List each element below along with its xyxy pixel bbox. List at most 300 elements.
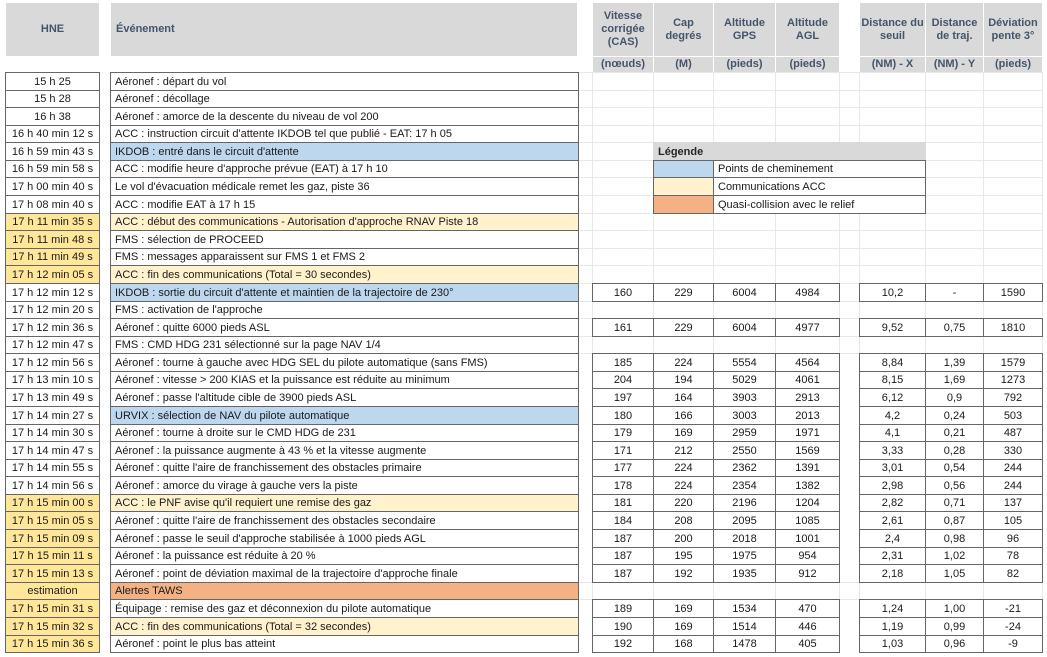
grid-cell [839, 230, 860, 249]
grid-cell [925, 336, 984, 354]
grid-cell [713, 125, 776, 143]
value-cell: 1569 [775, 441, 840, 460]
time-cell: 17 h 08 min 40 s [5, 195, 100, 214]
value-cell: 2913 [775, 388, 840, 407]
value-cell: 1,19 [859, 617, 926, 636]
grid-cell [859, 213, 926, 231]
grid-cell [775, 125, 840, 143]
value-cell: 169 [653, 424, 714, 442]
time-cell: 17 h 11 min 35 s [5, 213, 100, 231]
value-cell: 6,12 [859, 388, 926, 407]
event-cell: Le vol d'évacuation médicale remet les gaz, piste 36 [110, 177, 579, 196]
value-cell: 0,99 [925, 617, 984, 636]
time-cell: 17 h 15 min 13 s [5, 564, 100, 583]
event-cell: Aéronef : la puissance est réduite à 20 % [110, 547, 579, 565]
event-cell: Aéronef : tourne à droite sur le CMD HDG de 231 [110, 424, 579, 442]
time-cell: 17 h 15 min 09 s [5, 529, 100, 548]
value-cell: 4984 [775, 283, 840, 302]
grid-cell [592, 160, 654, 178]
value-cell: 1971 [775, 424, 840, 442]
grid-cell [983, 248, 1043, 266]
value-cell: 8,84 [859, 353, 926, 372]
value-cell: 2959 [713, 424, 776, 442]
time-cell: 17 h 14 min 30 s [5, 424, 100, 442]
value-cell: 187 [592, 529, 654, 548]
grid-cell [592, 213, 654, 231]
value-cell: 1391 [775, 459, 840, 477]
grid-cell [839, 90, 860, 108]
grid-cell [775, 230, 840, 249]
grid-cell [592, 301, 654, 319]
value-cell: 171 [592, 441, 654, 460]
time-cell: 17 h 13 min 10 s [5, 371, 100, 389]
value-cell: 105 [983, 511, 1043, 530]
value-cell: 224 [653, 459, 714, 477]
grid-cell [925, 582, 984, 600]
value-cell: 0,54 [925, 459, 984, 477]
grid-cell [592, 90, 654, 108]
time-cell: 17 h 14 min 47 s [5, 441, 100, 460]
value-cell: 179 [592, 424, 654, 442]
grid-cell [859, 301, 926, 319]
value-cell: 244 [983, 459, 1043, 477]
col-header-deviation-pente: Déviation pente 3° [984, 3, 1042, 56]
event-cell: IKDOB : entré dans le circuit d'attente [110, 142, 579, 161]
col-header-hne: HNE [6, 3, 99, 56]
time-cell: 17 h 14 min 55 s [5, 459, 100, 477]
value-cell: 954 [775, 547, 840, 565]
grid-cell [859, 230, 926, 249]
event-cell: ACC : début des communications - Autorisation d'approche RNAV Piste 18 [110, 213, 579, 231]
value-cell: 137 [983, 494, 1043, 512]
col-header-evenement: Événement [111, 3, 577, 56]
value-cell: 1935 [713, 564, 776, 583]
grid-cell [578, 230, 593, 249]
grid-cell [713, 90, 776, 108]
value-cell: 200 [653, 529, 714, 548]
grid-cell [592, 582, 654, 600]
event-cell: ACC : fin des communications (Total = 32 secondes) [110, 617, 579, 636]
grid-cell [578, 125, 593, 143]
grid-cell [839, 248, 860, 266]
grid-cell [653, 582, 714, 600]
value-cell: 194 [653, 371, 714, 389]
value-cell: 161 [592, 318, 654, 337]
col-header-distance-traj: Distance de traj. [926, 3, 983, 56]
value-cell: 212 [653, 441, 714, 460]
time-cell: 17 h 13 min 49 s [5, 388, 100, 407]
grid-cell [578, 72, 593, 91]
grid-cell [839, 301, 860, 319]
legend-swatch-taws [653, 195, 714, 214]
grid-cell [653, 125, 714, 143]
value-cell: 164 [653, 388, 714, 407]
grid-cell [592, 107, 654, 126]
event-cell: URVIX : sélection de NAV du pilote automatique [110, 406, 579, 425]
grid-cell [592, 142, 654, 161]
grid-cell [925, 265, 984, 284]
time-cell: 17 h 15 min 11 s [5, 547, 100, 565]
event-cell: ACC : fin des communications (Total = 30 secondes) [110, 265, 579, 284]
value-cell: 3,33 [859, 441, 926, 460]
value-cell: 180 [592, 406, 654, 425]
grid-cell [592, 248, 654, 266]
value-cell: 6004 [713, 283, 776, 302]
grid-cell [775, 301, 840, 319]
time-cell: 17 h 15 min 36 s [5, 635, 100, 653]
grid-cell [775, 265, 840, 284]
event-cell: Alertes TAWS [110, 582, 579, 600]
event-cell: FMS : activation de l'approche [110, 301, 579, 319]
value-cell: 1590 [983, 283, 1043, 302]
value-cell: 2550 [713, 441, 776, 460]
event-cell: Aéronef : amorce de la descente du niveau de vol 200 [110, 107, 579, 126]
value-cell: 2013 [775, 406, 840, 425]
value-cell: 185 [592, 353, 654, 372]
grid-cell [653, 90, 714, 108]
event-cell: Équipage : remise des gaz et déconnexion du pilote automatique [110, 599, 579, 618]
value-cell: 229 [653, 318, 714, 337]
col-header-vitesse-cas: Vitesse corrigée (CAS) [593, 3, 653, 56]
grid-cell [713, 72, 776, 91]
event-cell: ACC : instruction circuit d'attente IKDOB tel que publié - EAT: 17 h 05 [110, 125, 579, 143]
value-cell: 189 [592, 599, 654, 618]
value-cell: -9 [983, 635, 1043, 653]
time-cell: 17 h 14 min 27 s [5, 406, 100, 425]
time-cell: 17 h 11 min 49 s [5, 248, 100, 266]
value-cell: 1,05 [925, 564, 984, 583]
grid-cell [925, 213, 984, 231]
event-cell: FMS : messages apparaissent sur FMS 1 et FMS 2 [110, 248, 579, 266]
grid-cell [713, 248, 776, 266]
value-cell: 1382 [775, 476, 840, 495]
value-cell: 1810 [983, 318, 1043, 337]
value-cell: 912 [775, 564, 840, 583]
grid-cell [578, 195, 593, 214]
value-cell: 405 [775, 635, 840, 653]
legend-title: Légende [653, 142, 926, 161]
grid-cell [775, 72, 840, 91]
value-cell: 1579 [983, 353, 1043, 372]
event-cell: Aéronef : point de déviation maximal de la trajectoire d'approche finale [110, 564, 579, 583]
grid-cell [713, 265, 776, 284]
value-cell: 187 [592, 564, 654, 583]
value-cell: 166 [653, 406, 714, 425]
value-cell: 82 [983, 564, 1043, 583]
unit-pieds-gps: (pieds) [714, 57, 775, 72]
grid-cell [983, 301, 1043, 319]
value-cell: 3003 [713, 406, 776, 425]
value-cell: 1273 [983, 371, 1043, 389]
value-cell: 204 [592, 371, 654, 389]
grid-cell [925, 230, 984, 249]
value-cell: 4977 [775, 318, 840, 337]
time-cell: 16 h 38 [5, 107, 100, 126]
grid-cell [983, 230, 1043, 249]
value-cell: 224 [653, 353, 714, 372]
value-cell: 2,98 [859, 476, 926, 495]
grid-cell [925, 125, 984, 143]
value-cell: 190 [592, 617, 654, 636]
grid-cell [983, 160, 1043, 178]
grid-cell [592, 125, 654, 143]
grid-cell [713, 213, 776, 231]
grid-cell [775, 336, 840, 354]
value-cell: 487 [983, 424, 1043, 442]
grid-cell [578, 177, 593, 196]
event-cell: Aéronef : vitesse > 200 KIAS et la puissance est réduite au minimum [110, 371, 579, 389]
event-cell: IKDOB : sortie du circuit d'attente et maintien de la trajectoire de 230° [110, 283, 579, 302]
event-cell: Aéronef : la puissance augmente à 43 % et la vitesse augmente [110, 441, 579, 460]
grid-cell [775, 248, 840, 266]
value-cell: 1001 [775, 529, 840, 548]
value-cell: 208 [653, 511, 714, 530]
grid-cell [983, 336, 1043, 354]
grid-cell [578, 248, 593, 266]
value-cell: 0,71 [925, 494, 984, 512]
grid-cell [925, 195, 984, 214]
grid-cell [983, 195, 1043, 214]
grid-cell [983, 72, 1043, 91]
grid-cell [925, 107, 984, 126]
unit-m: (M) [654, 57, 713, 72]
grid-cell [983, 125, 1043, 143]
value-cell: 1,24 [859, 599, 926, 618]
grid-cell [859, 90, 926, 108]
value-cell: 0,98 [925, 529, 984, 548]
event-cell: ACC : modifie EAT à 17 h 15 [110, 195, 579, 214]
legend-label: Quasi-collision avec le relief [713, 195, 926, 214]
value-cell: 0,28 [925, 441, 984, 460]
grid-cell [713, 301, 776, 319]
grid-cell [592, 177, 654, 196]
time-cell: 17 h 12 min 12 s [5, 283, 100, 302]
grid-cell [592, 336, 654, 354]
value-cell: 169 [653, 599, 714, 618]
time-cell: 17 h 15 min 31 s [5, 599, 100, 618]
value-cell: 792 [983, 388, 1043, 407]
value-cell: 2,82 [859, 494, 926, 512]
value-cell: 192 [653, 564, 714, 583]
grid-cell [653, 248, 714, 266]
value-cell: 1975 [713, 547, 776, 565]
grid-cell [653, 107, 714, 126]
unit-nm-y: (NM) - Y [926, 57, 983, 72]
grid-cell [859, 125, 926, 143]
grid-cell [859, 582, 926, 600]
value-cell: 187 [592, 547, 654, 565]
grid-cell [839, 213, 860, 231]
value-cell: 2095 [713, 511, 776, 530]
grid-cell [925, 248, 984, 266]
grid-cell [713, 107, 776, 126]
value-cell: 1,03 [859, 635, 926, 653]
grid-cell [578, 160, 593, 178]
grid-cell [653, 72, 714, 91]
value-cell: 9,52 [859, 318, 926, 337]
value-cell: 0,56 [925, 476, 984, 495]
value-cell: 4,2 [859, 406, 926, 425]
time-cell: 17 h 12 min 20 s [5, 301, 100, 319]
grid-cell [839, 336, 860, 354]
grid-cell [983, 177, 1043, 196]
time-cell: 16 h 59 min 58 s [5, 160, 100, 178]
event-cell: Aéronef : départ du vol [110, 72, 579, 91]
grid-cell [839, 107, 860, 126]
value-cell: 169 [653, 617, 714, 636]
value-cell: 10,2 [859, 283, 926, 302]
event-cell: ACC : le PNF avise qu'il requiert une remise des gaz [110, 494, 579, 512]
legend-swatch-acc_comm [653, 177, 714, 196]
event-cell: Aéronef : décollage [110, 90, 579, 108]
value-cell: - [925, 283, 984, 302]
grid-cell [578, 336, 593, 354]
grid-cell [713, 230, 776, 249]
time-cell: 17 h 12 min 36 s [5, 318, 100, 337]
value-cell: 5029 [713, 371, 776, 389]
value-cell: 1534 [713, 599, 776, 618]
col-header-distance-seuil: Distance du seuil [860, 3, 925, 56]
legend-label: Communications ACC [713, 177, 926, 196]
value-cell: 0,21 [925, 424, 984, 442]
value-cell: 5554 [713, 353, 776, 372]
time-cell: 17 h 15 min 05 s [5, 511, 100, 530]
value-cell: 0,24 [925, 406, 984, 425]
unit-pieds-agl: (pieds) [776, 57, 839, 72]
value-cell: 2,31 [859, 547, 926, 565]
event-cell: Aéronef : amorce du virage à gauche vers la piste [110, 476, 579, 495]
value-cell: 1085 [775, 511, 840, 530]
grid-cell [839, 582, 860, 600]
grid-cell [925, 160, 984, 178]
event-cell: Aéronef : passe l'altitude cible de 3900 pieds ASL [110, 388, 579, 407]
grid-cell [578, 582, 593, 600]
grid-cell [925, 301, 984, 319]
grid-cell [578, 213, 593, 231]
value-cell: 1514 [713, 617, 776, 636]
value-cell: 160 [592, 283, 654, 302]
value-cell: 96 [983, 529, 1043, 548]
time-cell: 17 h 12 min 05 s [5, 265, 100, 284]
value-cell: 197 [592, 388, 654, 407]
grid-cell [592, 195, 654, 214]
value-cell: 8,15 [859, 371, 926, 389]
value-cell: 168 [653, 635, 714, 653]
time-cell: 17 h 12 min 47 s [5, 336, 100, 354]
grid-cell [653, 213, 714, 231]
value-cell: -24 [983, 617, 1043, 636]
col-header-altitude-agl: Altitude AGL [776, 3, 839, 56]
grid-cell [925, 142, 984, 161]
time-cell: 16 h 59 min 43 s [5, 142, 100, 161]
value-cell: 1,00 [925, 599, 984, 618]
time-cell: 17 h 15 min 32 s [5, 617, 100, 636]
col-header-altitude-gps: Altitude GPS [714, 3, 775, 56]
grid-cell [653, 265, 714, 284]
event-cell: ACC : modifie heure d'approche prévue (EAT) à 17 h 10 [110, 160, 579, 178]
legend-swatch-waypoint [653, 160, 714, 178]
event-cell: FMS : CMD HDG 231 sélectionné sur la page NAV 1/4 [110, 336, 579, 354]
value-cell: 4061 [775, 371, 840, 389]
grid-cell [592, 265, 654, 284]
grid-cell [775, 90, 840, 108]
value-cell: 2018 [713, 529, 776, 548]
value-cell: 2,61 [859, 511, 926, 530]
grid-cell [578, 301, 593, 319]
time-cell: 15 h 25 [5, 72, 100, 91]
grid-cell [859, 72, 926, 91]
grid-cell [578, 107, 593, 126]
col-header-cap: Cap degrés [654, 3, 713, 56]
grid-cell [578, 90, 593, 108]
event-cell: Aéronef : quitte l'aire de franchissement des obstacles secondaire [110, 511, 579, 530]
event-cell: Aéronef : quitte 6000 pieds ASL [110, 318, 579, 337]
grid-cell [578, 142, 593, 161]
grid-cell [653, 336, 714, 354]
value-cell: 1204 [775, 494, 840, 512]
grid-cell [578, 265, 593, 284]
event-cell: FMS : sélection de PROCEED [110, 230, 579, 249]
grid-cell [983, 265, 1043, 284]
value-cell: 1,02 [925, 547, 984, 565]
value-cell: 4564 [775, 353, 840, 372]
value-cell: 181 [592, 494, 654, 512]
grid-cell [859, 336, 926, 354]
value-cell: 503 [983, 406, 1043, 425]
grid-cell [925, 90, 984, 108]
value-cell: 1,69 [925, 371, 984, 389]
grid-cell [592, 72, 654, 91]
value-cell: 220 [653, 494, 714, 512]
value-cell: 3903 [713, 388, 776, 407]
time-cell: 17 h 11 min 48 s [5, 230, 100, 249]
value-cell: 0,96 [925, 635, 984, 653]
value-cell: 2,18 [859, 564, 926, 583]
value-cell: 2362 [713, 459, 776, 477]
grid-cell [983, 142, 1043, 161]
grid-cell [713, 336, 776, 354]
value-cell: 244 [983, 476, 1043, 495]
value-cell: 0,75 [925, 318, 984, 337]
time-cell: 17 h 00 min 40 s [5, 177, 100, 196]
time-cell: 17 h 15 min 00 s [5, 494, 100, 512]
legend-label: Points de cheminement [713, 160, 926, 178]
value-cell: 4,1 [859, 424, 926, 442]
value-cell: 470 [775, 599, 840, 618]
event-cell: Aéronef : point le plus bas atteint [110, 635, 579, 653]
value-cell: 2,4 [859, 529, 926, 548]
value-cell: 184 [592, 511, 654, 530]
value-cell: 1,39 [925, 353, 984, 372]
value-cell: 2196 [713, 494, 776, 512]
time-cell: 15 h 28 [5, 90, 100, 108]
grid-cell [983, 213, 1043, 231]
time-cell: 17 h 14 min 56 s [5, 476, 100, 495]
event-cell: Aéronef : tourne à gauche avec HDG SEL du pilote automatique (sans FMS) [110, 353, 579, 372]
value-cell: 224 [653, 476, 714, 495]
grid-cell [839, 125, 860, 143]
grid-cell [839, 265, 860, 284]
grid-cell [653, 301, 714, 319]
grid-cell [859, 248, 926, 266]
unit-nm-x: (NM) - X [860, 57, 925, 72]
time-cell: 16 h 40 min 12 s [5, 125, 100, 143]
value-cell: 0,9 [925, 388, 984, 407]
grid-cell [983, 582, 1043, 600]
grid-cell [859, 265, 926, 284]
grid-cell [839, 72, 860, 91]
grid-cell [983, 90, 1043, 108]
